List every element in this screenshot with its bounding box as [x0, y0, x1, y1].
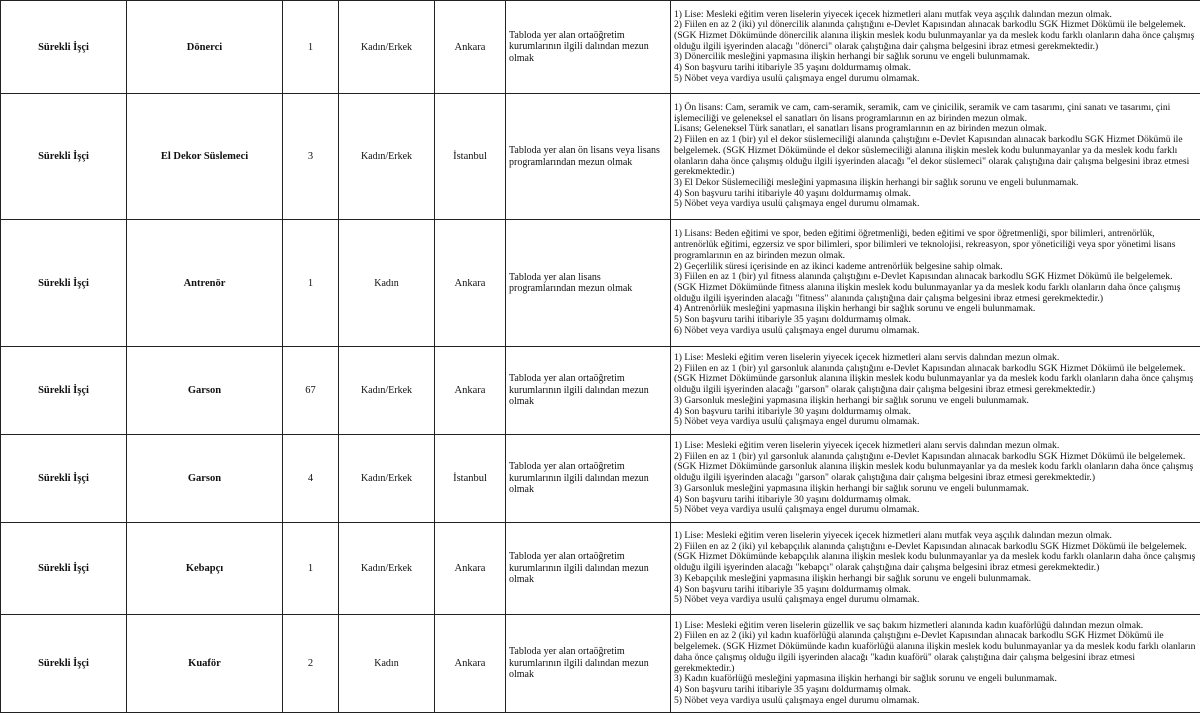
table-row — [1, 347, 1200, 435]
requirement-item: 4) Son başvuru tarihi itibariyle 30 yaşını doldurmamış olmak. — [674, 407, 1197, 418]
education-cell: Tabloda yer alan ön lisans veya lisans programlarından mezun olmak — [506, 94, 671, 220]
requirement-item: 3) Dönercilik mesleğini yapmasına ilişkin herhangi bir sağlık sorunu ve engeli bulunmamak. — [674, 52, 1197, 63]
requirement-item: 4) Son başvuru tarihi itibariyle 35 yaşını doldurmamış olmak. — [674, 685, 1197, 696]
requirements-cell — [671, 220, 1200, 347]
city-cell: Ankara — [435, 615, 506, 713]
status-cell: Sürekli İşçi — [1, 347, 127, 435]
headcount-cell: 3 — [283, 94, 339, 220]
requirement-item: 5) Nöbet veya vardiya usulü çalışmaya engel durumu olmamak. — [674, 199, 1197, 210]
table-row — [1, 615, 1200, 713]
requirement-item: 1) Lise: Mesleki eğitim veren liselerin yiyecek içecek hizmetleri alanı servis dalından mezun olmak. — [674, 441, 1197, 452]
headcount-cell: 4 — [283, 435, 339, 523]
gender-cell: Kadın/Erkek — [339, 1, 435, 94]
status-cell: Sürekli İşçi — [1, 615, 127, 713]
requirement-item: 3) Fiilen en az 1 (bir) yıl fitness alanında çalıştığını e-Devlet Kapısından alınacak barkodlu SGK Hizmet Dökümü ile belgelemek. (SGK Hizmet Dökümünde fitness alanına ilişkin meslek kodu bulunmayanlar ya da meslek kodu farklı olanların daha önce çalışmış olduğu ilgili işyerinden alacağı "fitness" alanında çalıştığına dair çalışma belgesini ibraz etmesi gerekmektedir.) — [674, 272, 1197, 304]
table-row — [1, 220, 1200, 347]
requirement-item: 4) Son başvuru tarihi itibariyle 35 yaşını doldurmamış olmak. — [674, 63, 1197, 74]
requirement-item: 6) Nöbet veya vardiya usulü çalışmaya engel durumu olmamak. — [674, 326, 1197, 337]
status-cell: Sürekli İşçi — [1, 220, 127, 347]
requirement-item: 4) Son başvuru tarihi itibariyle 35 yaşını doldurmamış olmak. — [674, 585, 1197, 596]
requirement-item: 4) Son başvuru tarihi itibariyle 40 yaşını doldurmamış olmak. — [674, 189, 1197, 200]
requirement-item: 1) Lise: Mesleki eğitim veren liselerin yiyecek içecek hizmetleri alanı mutfak veya aşçılık dalından mezun olmak. — [674, 10, 1197, 21]
table-body — [1, 1, 1200, 713]
headcount-cell: 2 — [283, 615, 339, 713]
table-row — [1, 94, 1200, 220]
requirements-cell — [671, 1, 1200, 94]
city-cell: Ankara — [435, 523, 506, 615]
position-title-cell: Garson — [127, 347, 283, 435]
headcount-cell: 67 — [283, 347, 339, 435]
city-cell: İstanbul — [435, 94, 506, 220]
requirement-item: 3) El Dekor Süslemeciliği mesleğini yapmasına ilişkin herhangi bir sağlık sorunu ve engeli bulunmamak. — [674, 178, 1197, 189]
requirement-item: 2) Fiilen en az 2 (iki) yıl dönercilik alanında çalıştığını e-Devlet Kapısından alınacak barkodlu SGK Hizmet Dökümü ile belgelemek. (SGK Hizmet Dökümünde dönercilik alanına ilişkin meslek kodu bulunmayanlar ya da meslek kodu farklı olanların daha önce çalışmış olduğu ilgili işyerinden alacağı "dönerci" olarak çalıştığına dair çalışma belgesini ibraz etmesi gerekmektedir.) — [674, 20, 1197, 52]
requirement-item: 1) Lise: Mesleki eğitim veren liselerin yiyecek içecek hizmetleri alanı mutfak veya aşçılık dalından mezun olmak. — [674, 531, 1197, 542]
position-title-cell: Garson — [127, 435, 283, 523]
table-row — [1, 523, 1200, 615]
requirement-item: 5) Nöbet veya vardiya usulü çalışmaya engel durumu olmamak. — [674, 595, 1197, 606]
requirements-cell — [671, 94, 1200, 220]
city-cell: Ankara — [435, 220, 506, 347]
requirement-item: 5) Nöbet veya vardiya usulü çalışmaya engel durumu olmamak. — [674, 505, 1197, 516]
requirement-item: 2) Geçerlilik süresi içerisinde en az ikinci kademe antrenörlük belgesine sahip olmak. — [674, 262, 1197, 273]
requirement-item: 1) Ön lisans: Cam, seramik ve cam, cam-seramik, seramik, cam ve çinicilik, seramik ve cam tasarımı, çini sanatı ve tasarımı, çini işlemeciliği ve geleneksel el sanatları ön lisans programlarının en az birinden mezun olmak. — [674, 103, 1197, 124]
gender-cell: Kadın — [339, 615, 435, 713]
city-cell: Ankara — [435, 1, 506, 94]
education-cell: Tabloda yer alan ortaöğretim kurumlarının ilgili dalından mezun olmak — [506, 435, 671, 523]
requirement-item: 4) Son başvuru tarihi itibariyle 30 yaşını doldurmamış olmak. — [674, 495, 1197, 506]
requirement-item: 3) Garsonluk mesleğini yapmasına ilişkin herhangi bir sağlık sorunu ve engeli bulunmamak. — [674, 396, 1197, 407]
city-cell: İstanbul — [435, 435, 506, 523]
gender-cell: Kadın/Erkek — [339, 347, 435, 435]
status-cell: Sürekli İşçi — [1, 94, 127, 220]
requirement-item: 5) Son başvuru tarihi itibariyle 35 yaşını doldurmamış olmak. — [674, 315, 1197, 326]
position-title-cell: Kebapçı — [127, 523, 283, 615]
table-row — [1, 435, 1200, 523]
position-title-cell: Kuaför — [127, 615, 283, 713]
position-title-cell: Dönerci — [127, 1, 283, 94]
requirement-item: 5) Nöbet veya vardiya usulü çalışmaya engel durumu olmamak. — [674, 417, 1197, 428]
education-cell: Tabloda yer alan ortaöğretim kurumlarının ilgili dalından mezun olmak — [506, 615, 671, 713]
requirement-item: 2) Fiilen en az 1 (bir) yıl garsonluk alanında çalıştığını e-Devlet Kapısından alınacak barkodlu SGK Hizmet Dökümü ile belgelemek. (SGK Hizmet Dökümünde garsonluk alanına ilişkin meslek kodu bulunmayanlar ya da meslek kodu farklı olanların daha önce çalışmış olduğu ilgili işyerinden alacağı "garson" olarak çalıştığına dair çalışma belgesini ibraz etmesi gerekmektedir.) — [674, 452, 1197, 484]
education-cell: Tabloda yer alan ortaöğretim kurumlarının ilgili dalından mezun olmak — [506, 1, 671, 94]
requirement-item: 2) Fiilen en az 2 (iki) yıl kadın kuaförlüğü alanında çalıştığını e-Devlet Kapısından alınacak barkodlu SGK Hizmet Dökümü ile belgelemek. (SGK Hizmet Dökümünde kadın kuaförlüğü alanına ilişkin meslek kodu bulunmayanlar ya da meslek kodu farklı olanların daha önce çalışmış olduğu ilgili işyerinden alacağı "kadın kuaförü" olarak çalıştığına dair çalışma belgesini ibraz etmesi gerekmektedir.) — [674, 631, 1197, 674]
table-row — [1, 1, 1200, 94]
gender-cell: Kadın/Erkek — [339, 435, 435, 523]
requirement-item: 1) Lise: Mesleki eğitim veren liselerin güzellik ve saç bakım hizmetleri alanında kadın kuaförlüğü dalından mezun olmak. — [674, 621, 1197, 632]
requirement-item: 5) Nöbet veya vardiya usulü çalışmaya engel durumu olmamak. — [674, 696, 1197, 707]
education-cell: Tabloda yer alan lisans programlarından mezun olmak — [506, 220, 671, 347]
requirements-cell — [671, 615, 1200, 713]
status-cell: Sürekli İşçi — [1, 435, 127, 523]
requirement-item: 3) Kebapçılık mesleğini yapmasına ilişkin herhangi bir sağlık sorunu ve engeli bulunmamak. — [674, 574, 1197, 585]
status-cell: Sürekli İşçi — [1, 523, 127, 615]
position-title-cell: El Dekor Süslemeci — [127, 94, 283, 220]
requirements-cell — [671, 347, 1200, 435]
headcount-cell: 1 — [283, 1, 339, 94]
requirement-item: 2) Fiilen en az 1 (bir) yıl garsonluk alanında çalıştığını e-Devlet Kapısından alınacak barkodlu SGK Hizmet Dökümü ile belgelemek. (SGK Hizmet Dökümünde garsonluk alanına ilişkin meslek kodu bulunmayanlar ya da meslek kodu farklı olanların daha önce çalışmış olduğu ilgili işyerinden alacağı "garson" olarak çalıştığına dair çalışma belgesini ibraz etmesi gerekmektedir.) — [674, 364, 1197, 396]
gender-cell: Kadın — [339, 220, 435, 347]
requirements-cell — [671, 435, 1200, 523]
requirement-item: 2) Fiilen en az 2 (iki) yıl kebapçılık alanında çalıştığını e-Devlet Kapısından alınacak barkodlu SGK Hizmet Dökümü ile belgelemek. (SGK Hizmet Dökümünde kebapçılık alanına ilişkin meslek kodu bulunmayanlar ya da meslek kodu farklı olanların daha önce çalışmış olduğu ilgili işyerinden alacağı "kebapçı" olarak çalıştığına dair çalışma belgesini ibraz etmesi gerekmektedir.) — [674, 542, 1197, 574]
gender-cell: Kadın/Erkek — [339, 523, 435, 615]
position-title-cell: Antrenör — [127, 220, 283, 347]
requirement-item: Lisans; Geleneksel Türk sanatları, el sanatları lisans programlarının en az birinden mezun olmak. — [674, 124, 1197, 135]
status-cell: Sürekli İşçi — [1, 1, 127, 94]
requirements-cell — [671, 523, 1200, 615]
requirement-item: 1) Lisans: Beden eğitimi ve spor, beden eğitimi öğretmenliği, beden eğitimi ve spor öğretmenliği, spor bilimleri, antrenörlük, antrenörlük eğitimi, egzersiz ve spor bilimleri, spor bilimleri ve teknolojisi, rekreasyon, spor yöneticiliği veya spor yönetimi lisans programlarının en az birinden mezun olmak. — [674, 229, 1197, 261]
requirement-item: 3) Kadın kuaförlüğü mesleğini yapmasına ilişkin herhangi bir sağlık sorunu ve engeli bulunmamak. — [674, 674, 1197, 685]
education-cell: Tabloda yer alan ortaöğretim kurumlarının ilgili dalından mezun olmak — [506, 523, 671, 615]
requirement-item: 3) Garsonluk mesleğini yapmasına ilişkin herhangi bir sağlık sorunu ve engeli bulunmamak. — [674, 484, 1197, 495]
requirement-item: 2) Fiilen en az 1 (bir) yıl el dekor süslemeciliği alanında çalıştığını e-Devlet Kapısından alınacak barkodlu SGK Hizmet Dökümü ile belgelemek. (SGK Hizmet Dökümünde el dekor süslemeciliği alanına ilişkin meslek kodu bulunmayanlar ya da meslek kodu farklı olanların daha önce çalışmış olduğu ilgili işyerinden alacağı "el dekor süslemeci" olarak çalıştığına dair çalışma belgesini ibraz etmesi gerekmektedir.) — [674, 135, 1197, 178]
requirement-item: 4) Antrenörlük mesleğini yapmasına ilişkin herhangi bir sağlık sorunu ve engeli bulunmamak. — [674, 304, 1197, 315]
gender-cell: Kadın/Erkek — [339, 94, 435, 220]
city-cell: Ankara — [435, 347, 506, 435]
requirement-item: 1) Lise: Mesleki eğitim veren liselerin yiyecek içecek hizmetleri alanı servis dalından mezun olmak. — [674, 353, 1197, 364]
headcount-cell: 1 — [283, 220, 339, 347]
headcount-cell: 1 — [283, 523, 339, 615]
education-cell: Tabloda yer alan ortaöğretim kurumlarının ilgili dalından mezun olmak — [506, 347, 671, 435]
requirement-item: 5) Nöbet veya vardiya usulü çalışmaya engel durumu olmamak. — [674, 74, 1197, 85]
